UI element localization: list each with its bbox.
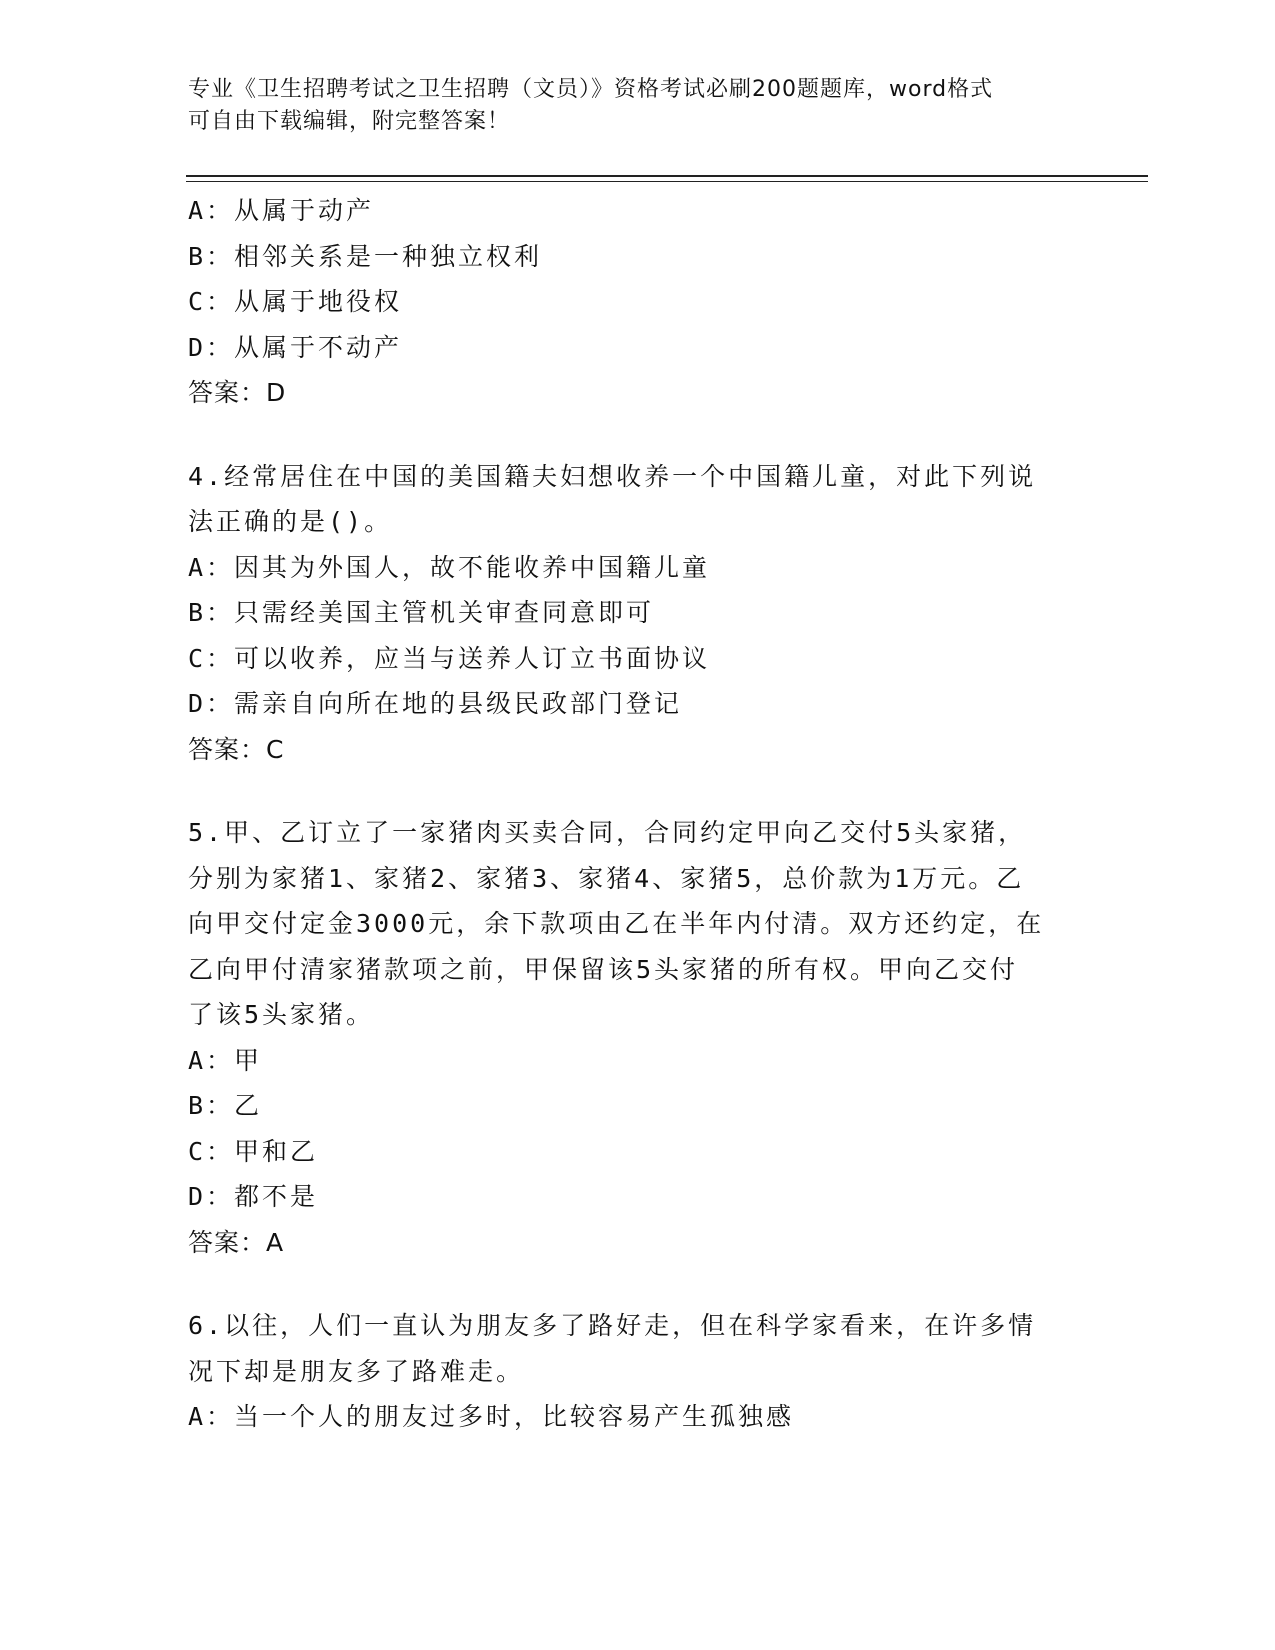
option-d: D：需亲自向所在地的县级民政部门登记: [188, 689, 683, 718]
answer: 答案：A: [188, 1227, 285, 1257]
option-c: C：可以收养，应当与送养人订立书面协议: [188, 643, 711, 673]
question-3: [188, 188, 1088, 416]
document-header: [188, 74, 1068, 138]
spacer: [188, 772, 1088, 810]
question-stem-line: 分别为家猪1、家猪2、家猪3、家猪4、家猪5，总价款为1万元。乙: [188, 863, 1025, 893]
question-stem-line: 5.甲、乙订立了一家猪肉买卖合同，合同约定甲向乙交付5头家猪，: [188, 818, 1027, 847]
option-b: B：乙: [188, 1091, 263, 1120]
question-stem-line: 乙向甲付清家猪款项之前，甲保留该5头家猪的所有权。甲向乙交付: [188, 954, 1019, 984]
option-c: C：甲和乙: [188, 1136, 319, 1166]
option-d: D：从属于不动产: [188, 332, 403, 362]
option-a: A：从属于动产: [188, 196, 375, 225]
header-line-2: 可自由下载编辑，附完整答案！: [188, 109, 511, 134]
option-a: A：当一个人的朋友过多时，比较容易产生孤独感: [188, 1402, 795, 1431]
question-stem-line: 况下却是朋友多了路难走。: [188, 1356, 525, 1386]
option-b: B：只需经美国主管机关审查同意即可: [188, 598, 655, 627]
header-rule-thick: [186, 175, 1148, 177]
header-rule-thin: [186, 181, 1148, 182]
question-stem-line: 向甲交付定金3000元，余下款项由乙在半年内付清。双方还约定，在: [188, 909, 1045, 938]
option-d: D：都不是: [188, 1182, 319, 1211]
option-a: A：甲: [188, 1045, 263, 1075]
question-stem-line: 6.以往，人们一直认为朋友多了路好走，但在科学家看来，在许多情: [188, 1311, 1037, 1340]
spacer: [188, 416, 1088, 454]
question-5: [188, 810, 1088, 1265]
answer: 答案：D: [188, 378, 287, 407]
question-6: [188, 1303, 1088, 1440]
answer: 答案：C: [188, 734, 285, 764]
question-4: [188, 454, 1088, 773]
header-line-1: 专业《卫生招聘考试之卫生招聘（文员）》资格考试必刷200题题库，word格式: [188, 77, 994, 102]
question-stem-line: 了该5头家猪。: [188, 1000, 375, 1029]
question-stem-line: 4.经常居住在中国的美国籍夫妇想收养一个中国籍儿童，对此下列说: [188, 461, 1037, 491]
document-body: [188, 188, 1088, 1440]
spacer: [188, 1265, 1088, 1303]
option-b: B：相邻关系是一种独立权利: [188, 241, 543, 271]
option-c: C：从属于地役权: [188, 287, 403, 316]
question-stem-line: 法正确的是()。: [188, 507, 393, 536]
option-a: A：因其为外国人，故不能收养中国籍儿童: [188, 552, 711, 582]
